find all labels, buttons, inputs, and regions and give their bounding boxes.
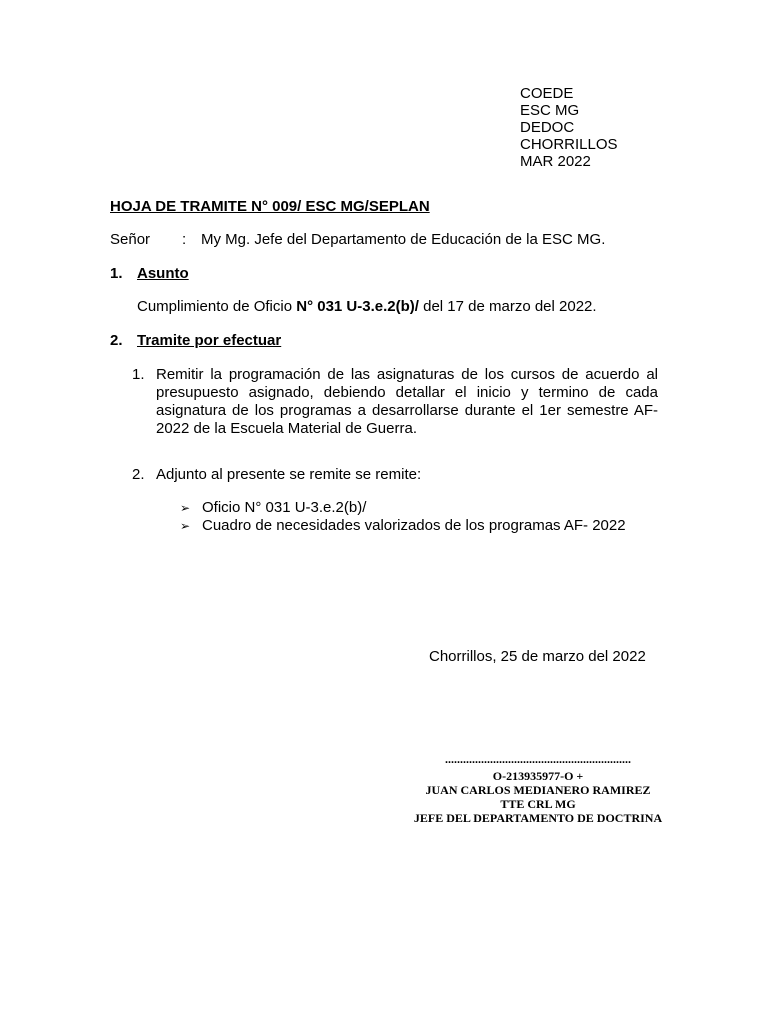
subject-text-before: Cumplimiento de Oficio [137,298,297,315]
sender-header [520,85,618,170]
attachment-text: Cuadro de necesidades valorizados de los programas AF- 2022 [202,517,626,534]
item-number: 2. [132,466,145,483]
recipient-colon: : [182,231,187,248]
place-date-line: Chorrillos, 25 de marzo del 2022 [429,648,646,665]
document-title: HOJA DE TRAMITE N° 009/ ESC MG/SEPLAN [110,198,430,215]
signer-position: JEFE DEL DEPARTAMENTO DE DOCTRINA [413,811,663,825]
section-title: Asunto [137,265,189,282]
subject-text-after: del 17 de marzo del 2022. [418,298,597,315]
subject-text [137,298,597,315]
header-line: CHORRILLOS [520,136,618,153]
header-line: COEDE [520,85,574,102]
arrow-bullet-icon: ➢ [180,519,191,533]
recipient-text: My Mg. Jefe del Departamento de Educación de la ESC MG. [201,231,606,248]
arrow-bullet-icon: ➢ [180,501,191,515]
recipient-line [110,231,605,248]
attachment-list [180,499,626,535]
signature-line: .............................................................. [445,752,631,766]
recipient-label: Señor [110,231,151,248]
item-text: Remitir la programación de las asignaturas de los cursos de acuerdo al presupuesto asignado, debiendo detallar el inicio y termino de cada asignatura de los programas a desarrollarse durante el 1er semestre AF-2022 de la Escuela Material de Guerra. [156,366,658,437]
section-1-heading [110,265,189,282]
item-number: 1. [132,366,145,383]
section-2-heading [110,332,281,349]
item-text: Adjunto al presente se remite se remite: [156,466,422,483]
header-line: DEDOC [520,119,575,136]
signer-id: O-213935977-O + [492,769,584,783]
signature-block [392,752,684,825]
header-line: ESC MG [520,102,580,119]
signer-rank: TTE CRL MG [500,797,576,811]
attachment-item [180,517,626,535]
section-title: Tramite por efectuar [137,332,282,349]
section-number: 2. [110,332,123,349]
header-line: MAR 2022 [520,153,591,170]
section-number: 1. [110,265,123,282]
subject-reference: N° 031 U-3.e.2(b)/ [296,298,419,315]
attachment-text: Oficio N° 031 U-3.e.2(b)/ [202,499,367,516]
attachment-item [180,499,626,517]
signer-name: JUAN CARLOS MEDIANERO RAMIREZ [425,783,651,797]
